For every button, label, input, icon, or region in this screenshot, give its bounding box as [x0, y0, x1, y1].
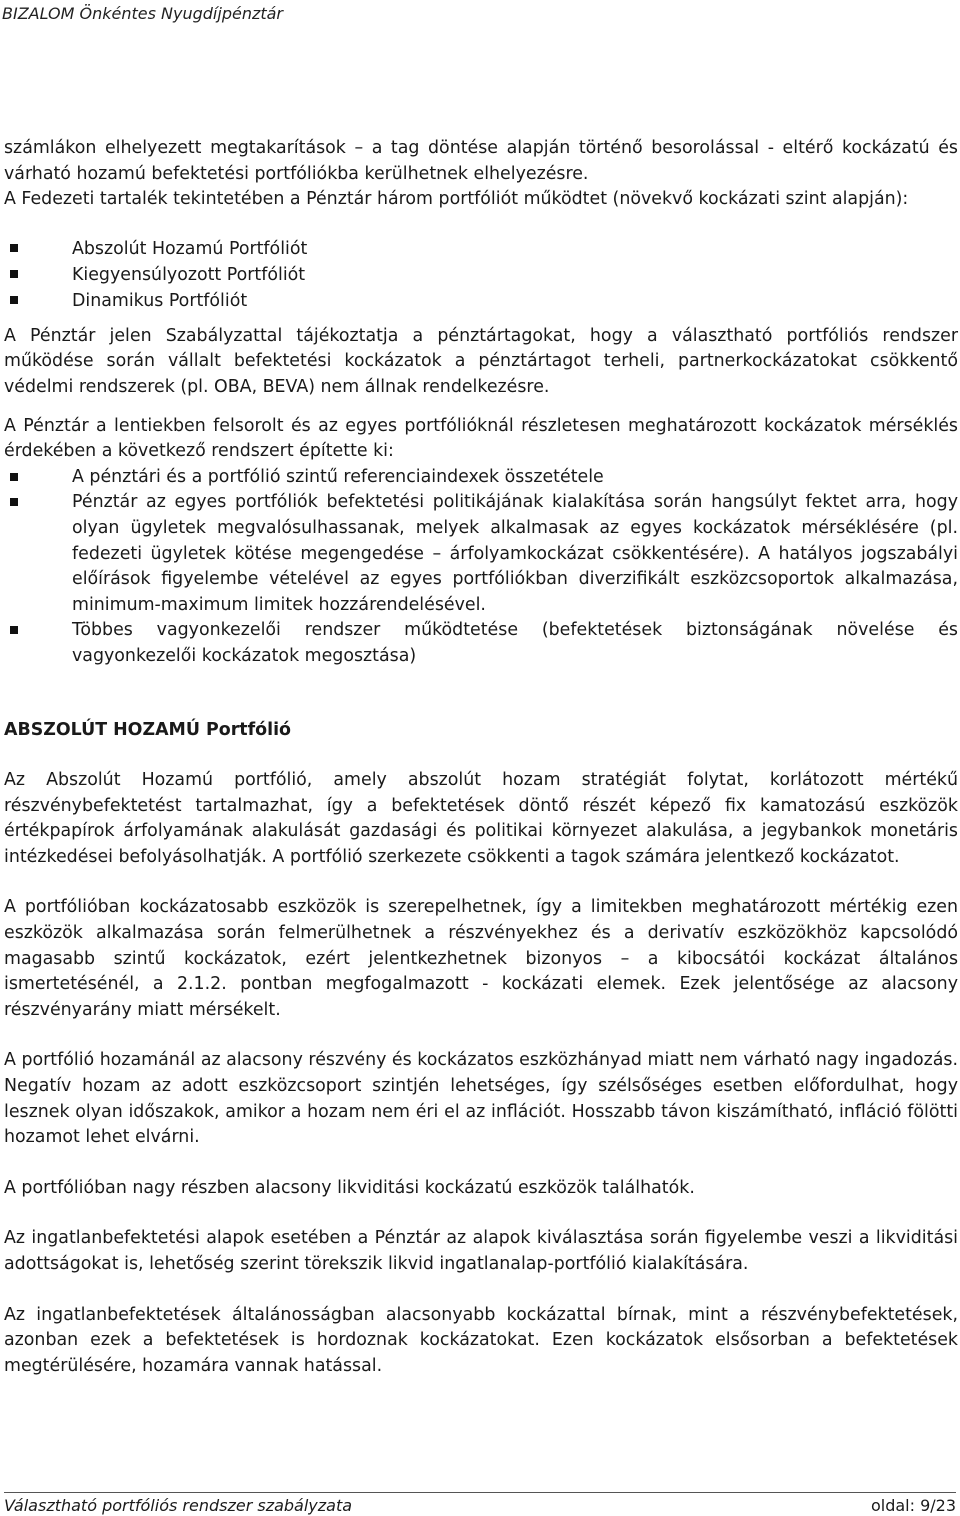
page-content [4, 136, 958, 1379]
footer-document-title: Választható portfóliós rendszer szabályzata [4, 1496, 353, 1515]
section-paragraph: A portfólióban nagy részben alacsony likviditási kockázatú eszközök találhatók. [4, 1177, 695, 1198]
document-header: BIZALOM Önkéntes Nyugdíjpénztár [2, 4, 284, 23]
square-bullet-icon [10, 296, 18, 304]
intro-paragraph-2: A Fedezeti tartalék tekintetében a Pénztár három portfóliót működtet (növekvő kockázati szint alapján): [4, 189, 909, 210]
page-number: oldal: 9/23 [870, 1496, 956, 1515]
section-paragraph: A portfólió hozamánál az alacsony részvény és kockázatos eszközhányad miatt nem várható nagy ingadozás. Negatív hozam az adott eszközcsoport szintjén lehetséges, így szélsőséges esetben előfordulhat, hogy lesznek olyan időszakok, amikor a hozam nem éri el az inflációt. Hosszabb távon kiszámítható, infláció fölötti hozamot lehet elvárni. [4, 1050, 958, 1148]
square-bullet-icon [10, 626, 18, 634]
portfolio-list [4, 236, 958, 314]
risk-mitigation-list [4, 465, 958, 670]
list-item: Pénztár az egyes portfóliók befektetési politikájának kialakítása során hangsúlyt fektet arra, hogy olyan ügyletek megvalósulhassanak, melyek alkalmasak az egyes kockázatok mérséklésére (pl. fedezeti ügyletek kötése megengedése – árfolyamkockázat csökkentésére). A hatályos jogszabályi előírások figyelembe vételével az egyes portfóliókban diverzifikált eszközcsoportok alkalmazása, minimum-maximum limitek hozzárendelésével. [4, 490, 958, 618]
square-bullet-icon [10, 270, 18, 278]
list-item: Kiegyensúlyozott Portfóliót [4, 262, 958, 288]
risk-paragraph-1: A Pénztár jelen Szabályzattal tájékoztatja a pénztártagokat, hogy a választható portfóliós rendszer működése során vállalt befektetési kockázatok a pénztártagot terheli, partnerkockázatokat csökkentő védelmi rendszerek (pl. OBA, BEVA) nem állnak rendelkezésre. [4, 325, 958, 397]
section-paragraph: A portfólióban kockázatosabb eszközök is szerepelhetnek, így a limitekben meghatározott mértékig ezen eszközök alkalmazása során felmerülhetnek a részvényekhez és a derivatív eszközökhöz kapcsolódó magasabb szintű kockázatok, ezért jelentkezhetnek bizonyos – a kibocsátói kockázat általános ismertetésénél, a 2.1.2. pontban megfogalmazott - kockázati elemek. Ezek jelentősége az alacsony részvényarány miatt mérsékelt. [4, 897, 958, 1020]
section-heading: ABSZOLÚT HOZAMÚ Portfólió [4, 719, 291, 740]
section-paragraph: Az ingatlanbefektetések általánosságban alacsonyabb kockázattal bírnak, mint a részvénybefektetések, azonban ezek a befektetések is hordoznak kockázatokat. Ezen kockázatok elsősorban a befektetések megtérülésére, hozamára vannak hatással. [4, 1304, 958, 1376]
list-item: Abszolút Hozamú Portfóliót [4, 236, 958, 262]
square-bullet-icon [10, 473, 18, 481]
document-footer [4, 1492, 956, 1515]
section-paragraph: Az Abszolút Hozamú portfólió, amely abszolút hozam stratégiát folytat, korlátozott mértékű részvénybefektetést tartalmazhat, így a befektetések döntő részét képező fix kamatozású eszközök értékpapírok árfolyamának alakulását gazdasági és politikai környezet alakulása, a jegybankok monetáris intézkedései befolyásolhatják. A portfólió szerkezete csökkenti a tagok számára jelentkező kockázatot. [4, 770, 958, 867]
list-item: Dinamikus Portfóliót [4, 288, 958, 314]
list-item: Többes vagyonkezelői rendszer működtetése (befektetések biztonságának növelése és vagyonkezelői kockázatok megosztása) [4, 618, 958, 669]
intro-paragraph-1: számlákon elhelyezett megtakarítások – a tag döntése alapján történő besorolással - eltérő kockázatú és várható hozamú befektetési portfóliókba kerülhetnek elhelyezésre. [4, 138, 958, 184]
list-item: A pénztári és a portfólió szintű referenciaindexek összetétele [4, 465, 958, 491]
square-bullet-icon [10, 244, 18, 252]
risk-paragraph-2: A Pénztár a lentiekben felsorolt és az egyes portfólióknál részletesen meghatározott kockázatok mérséklés érdekében a következő rendszert építette ki: [4, 415, 958, 462]
section-paragraph: Az ingatlanbefektetési alapok esetében a Pénztár az alapok kiválasztása során figyelembe veszi a likviditási adottságokat is, lehetőség szerint törekszik likvid ingatlanalap-portfólió kialakítására. [4, 1228, 958, 1274]
square-bullet-icon [10, 498, 18, 506]
